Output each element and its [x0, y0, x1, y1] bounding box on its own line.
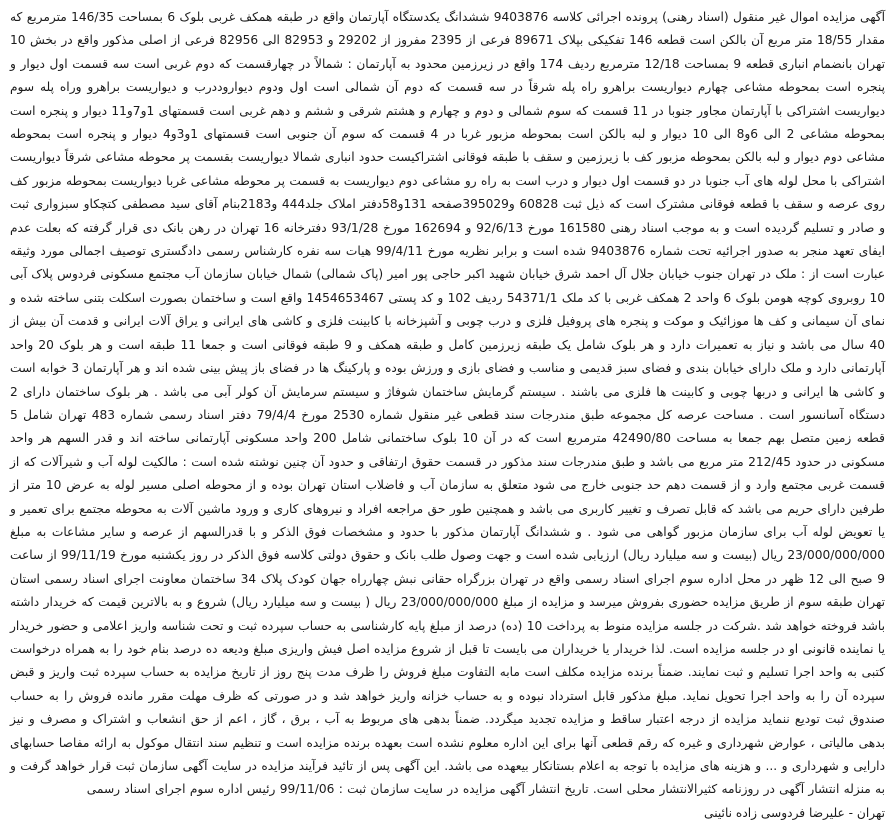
auction-notice-body: آگهی مزایده اموال غیر منقول (اسناد رهنی) پرونده اجرائی کلاسه 9403876 ششدانگ یکدستگاه آپارتمان واقع در طبقه همکف غربی بلوک 6 بمساحت 146/35 مترمربع که مقدار 18/55 متر مربع آن بالکن است قطعه 146 تفکیکی بپلاک 89671 فرعی از 2395 مفروز از 29202 و 82953 الی 82956 فرعی از اصلی مذکور واقع در بخش 10 تهران بانضمام انباری قطعه 9 بمساحت 12/18 مترمربع ردیف 174 واقع در زیرزمین محدود به آپارتمان : شمالاً در چهارقسمت که دوم غربی است سه قسمت اول دیوار و پنجره است بمحوطه مشاعی چهارم دیواریست براهرو راه پله شرقاً در سه قسمت که دوم آن شمالی است اول ودوم دیواروددرب و دیواریست براهرو وراه پله سوم دیواریست اشتراکی با آپارتمان مجاور جنوبا در 11 قسمت که سوم شمالی و دوم و چهارم و هشتم شرقی و ششم و دهم غربی است قسمتهای 1و7و11 دیوار و پنجره است بمحوطه مشاعی 2 الی 6و8 الی 10 دیوار و لبه بالکن است بمحوطه مزبور غربا در 4 قسمت که سوم آن جنوبی است قسمتهای 1و3و4 دیوار و پنجره است بمحوطه مشاعی دوم دیوار و لبه بالکن بمحوطه مزبور کف با زیرزمین و سقف با طبقه فوقانی اشتراکیست حدود انباری شمالا دیواریست بقسمت پر محوطه مشاعی شرقاً دیواریست اشتراکی با محل لوله های آب جنوبا در دو قسمت اول دیوار و درب است به راه رو مشاعی دوم دیواریست به قسمت پر محوطه مشاعی غربا دیواریست بمحوطه مزبور کف روی عرصه و سقف با قطعه فوقانی مشترک است که ذیل ثبت 60828 و395029صفحه 131و58دفتر املاک جلد444 و2183بنام آقای سید مصطفی کتچکاو سبزواری ثبت و صادر و تسلیم گردیده است و به موجب اسناد رهنی 161580 مورخ 92/6/13 و 162694 مورخ 93/1/28 دفترخانه 16 تهران در رهن بانک دی قرار گرفته که بعلت عدم ایفای تعهد منجر به صدور اجرائیه تحت شماره 9403876 شده است و برابر نظریه مورخ 99/4/11 هیات سه نفره کارشناس رسمی دادگستری توصیف اجمالی مورد وثیقه عبارت است از : ملک در تهران جنوب خیابان جلال آل احمد شرق خیابان شهید اکبر حاجی پور امیر (پاک شمالی) شمال خیابان سازمان آب مجتمع مسکونی فردوس پلاک آبی 10 روبروی کوچه هومن بلوک 6 واحد 2 همکف غربی با کد ملک 54371/1 ردیف 102 و کد پستی 1454653467 واقع است و ساختمان بصورت اسکلت بتنی ساخته شده و نمای آن سیمانی و کف ها موزائیک و موکت و پنجره های پروفیل فلزی و درب چوبی و آشپزخانه با کابینت فلزی و کاشی های ایرانی و یراق آلات ایرانی و قدمت آن بیش از 40 سال می باشد و نیاز به تعمیرات دارد و هر بلوک شامل یک طبقه زیرزمین کامل و طبقه همکف و 9 طبقه فوقانی است و جمعا 11 طبقه است و هر بلوک 20 واحد آپارتمانی دارد و ملک دارای خیابان بندی و فضای سبز قدیمی و مناسب و فضای بازی و ورزش بوده و پارکینگ ها در فضای باز پیش بینی شده اند و هر آپارتمان 3 خوابه است و کاشی ها ایرانی و دربها چوبی و کابینت ها فلزی می باشند . سیستم گرمایش ساختمان شوفاژ و سیستم سرمایش آن کولر آبی می باشد . هر بلوک ساختمان دارای 2 دستگاه آسانسور است . مساحت عرصه کل مجموعه طبق مندرجات سند قطعی غیر منقول شماره 2530 مورخ 79/4/4 دفتر اسناد رسمی شماره 483 تهران شامل 5 قطعه زمین متصل بهم جمعا به مساحت 42490/80 مترمربع است که در آن 10 بلوک ساختمانی شامل 200 واحد مسکونی آپارتمانی ساخته اند و قدر السهم هر واحد مسکونی در حدود 212/45 متر مربع می باشد و طبق مندرجات سند مذکور در قسمت حقوق ارتفاقی و حدود آن چنین نوشته شده است : مالکیت لوله آب و شیرآلات که از قسمت غربی مجتمع وارد و از قسمت دهم حد جنوبی خارج می شود متعلق به سازمان آب و فاضلاب استان تهران بوده و از محوطه اصلی مسیر لوله به عرض 10 متر از طرفین دارای حریم می باشد که قابل تصرف و تغییر کاربری می باشد و همچنین طور حق مراجعه افراد و نیروهای کاری و ورود ماشین آلات به محوطه مجتمع برای تعمیر و یا تعویض لوله آب برای سازمان مزبور گواهی می شود . و ششدانگ آپارتمان مذکور با حدود و مشخصات فوق الذکر و با قدرالسهم از عرصه و سایر مشاعات به مبلغ 23/000/000/000 ریال (بیست و سه میلیارد ریال) ارزیابی شده است و جهت وصول طلب بانک و حقوق دولتی کلاسه فوق الذکر در روز یکشنبه مورخ 99/11/19 از ساعت 9 صبح الی 12 ظهر در محل اداره سوم اجرای اسناد رسمی واقع در تهران بزرگراه حقانی نبش چهارراه جهان کودک پلاک 34 ساختمان معاونت اجرای اسناد رسمی استان تهران طبقه سوم از طریق مزایده حضوری بفروش میرسد و مزایده از مبلغ 23/000/000/000 ریال ( بیست و سه میلیارد ریال) شروع و به بالاترین قیمت که خریدار داشته باشد فروخته خواهد شد .شرکت در جلسه مزایده منوط به پرداخت 10 (ده) درصد از مبلغ پایه کارشناسی به حساب سپرده ثبت و تحت شناسه واریز اعلامی و حضور خریدار یا نماینده قانونی او در جلسه مزایده است. لذا خریدار یا خریداران می بایست تا قبل از شروع مزایده اصل فیش واریزی مبلغ ودیعه ده درصد بنام خود را به همراه درخواست کتبی به واحد اجرا تسلیم و ثبت نمایند. ضمناً برنده مزایده مکلف است مابه التفاوت مبلغ فروش را ظرف مدت پنج روز از تاریخ مزایده به حساب سپرده ثبت واریز و قبض سپرده آن را به واحد اجرا تحویل نماید. مبلغ مذکور قابل استرداد نبوده و به حساب خزانه واریز خواهد شد و در صورتی که ظرف مهلت مقرر مانده فروش را به حساب صندوق ثبت تودیع ننماید مزایده از درجه اعتبار ساقط و مزایده تجدید میگردد. ضمناً بدهی های مربوط به آب ، برق ، گاز ، اعم از حق انشعاب و اشتراک و مصرف و نیز بدهی مالیاتی ، عوارض شهرداری و غیره که رقم قطعی آنها برای این اداره معلوم نشده است بعهده برنده مزایده است و تنظیم سند انتقال موکول به ارائه مفاصا حسابهای دارایی و شهرداری و ... و هزینه های مزایده با توجه به اعلام بستانکار بیعهده می باشد. این آگهی پس از تائید فرآیند مزایده در سایت آگهی سازمان ثبت قرار خواهد گرفت و به منزله انتشار آگهی در روزنامه کثیرالانتشار محلی است. تاریخ انتشار آگهی مزایده در سایت سازمان ثبت : 99/11/06 رئیس اداره سوم اجرای اسناد رسمی [10, 10, 886, 797]
notice-signature: تهران - علیرضا فردوسی زاده نائینی [704, 805, 885, 820]
